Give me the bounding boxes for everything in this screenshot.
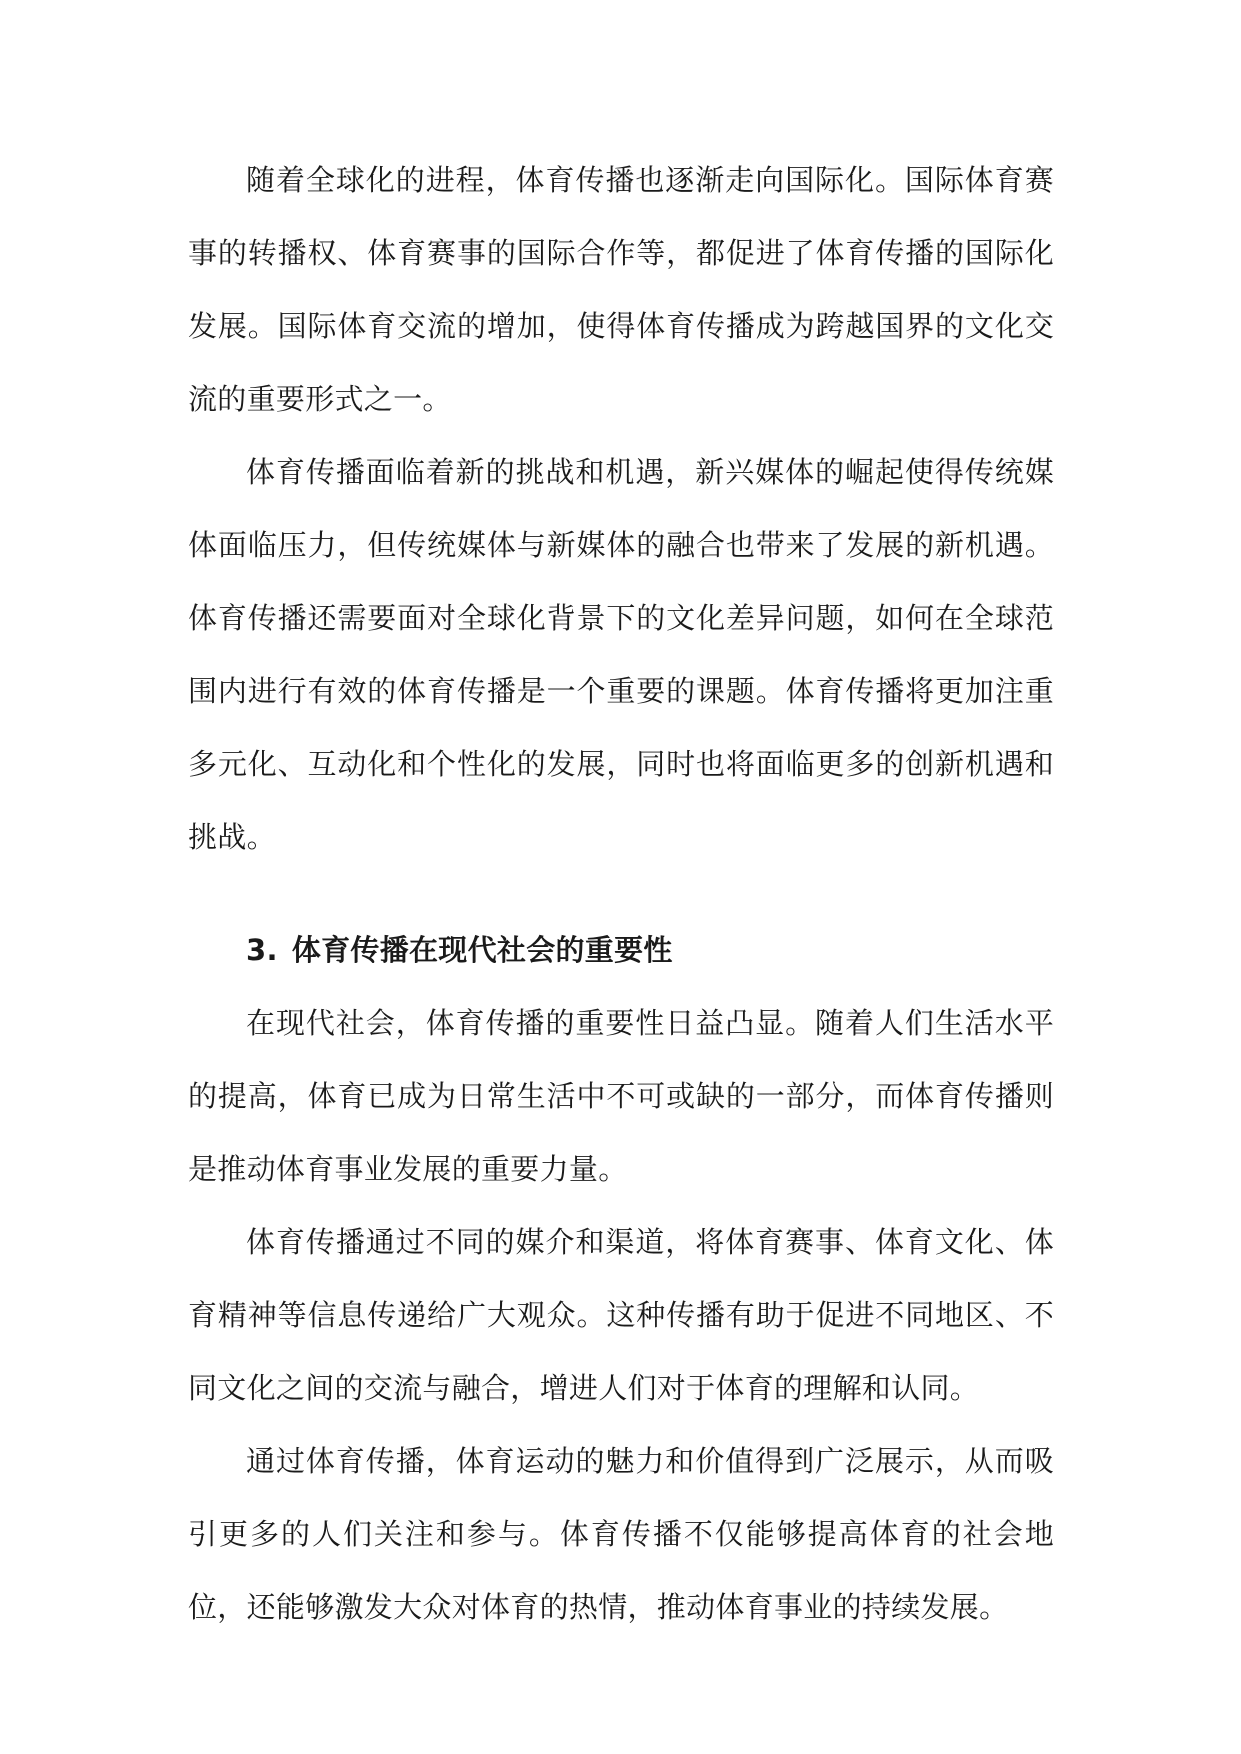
paragraph-globalization: 随着全球化的进程，体育传播也逐渐走向国际化。国际体育赛事的转播权、体育赛事的国际合作等，都促进了体育传播的国际化发展。国际体育交流的增加，使得体育传播成为跨越国界的文化交流的重要形式之一。 xyxy=(188,163,1054,416)
section-heading xyxy=(188,914,1054,987)
paragraph-importance: 在现代社会，体育传播的重要性日益凸显。随着人们生活水平的提高，体育已成为日常生活中不可或缺的一部分，而体育传播则是推动体育事业发展的重要力量。 xyxy=(188,1006,1054,1186)
paragraph-channels: 体育传播通过不同的媒介和渠道，将体育赛事、体育文化、体育精神等信息传递给广大观众。这种传播有助于促进不同地区、不同文化之间的交流与融合，增进人们对于体育的理解和认同。 xyxy=(188,1225,1054,1405)
section-number: 3. xyxy=(246,933,278,967)
section-title: 体育传播在现代社会的重要性 xyxy=(291,933,673,967)
document-body xyxy=(188,144,1054,1644)
paragraph-challenges: 体育传播面临着新的挑战和机遇，新兴媒体的崛起使得传统媒体面临压力，但传统媒体与新媒体的融合也带来了发展的新机遇。体育传播还需要面对全球化背景下的文化差异问题，如何在全球范围内进行有效的体育传播是一个重要的课题。体育传播将更加注重多元化、互动化和个性化的发展，同时也将面临更多的创新机遇和挑战。 xyxy=(188,455,1054,854)
paragraph-participation: 通过体育传播，体育运动的魅力和价值得到广泛展示，从而吸引更多的人们关注和参与。体育传播不仅能够提高体育的社会地位，还能够激发大众对体育的热情，推动体育事业的持续发展。 xyxy=(188,1444,1054,1624)
